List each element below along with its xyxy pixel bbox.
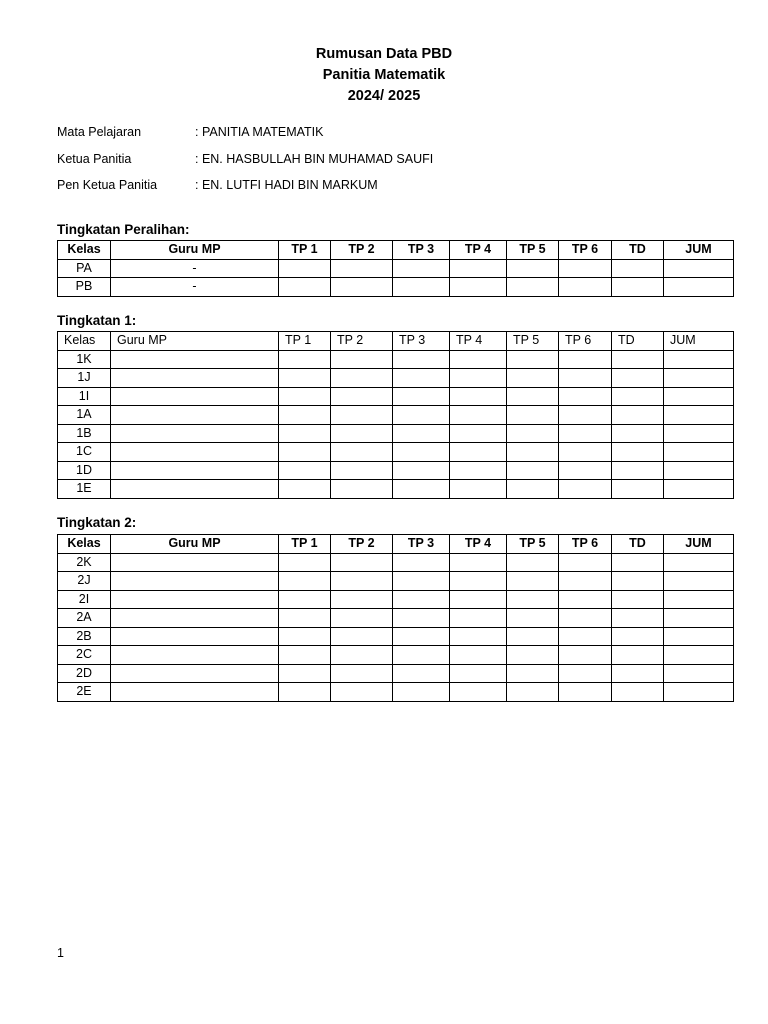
page-number: 1: [57, 946, 64, 960]
table-row: [58, 609, 734, 628]
score-cell: [664, 590, 734, 609]
score-cell: [393, 664, 450, 683]
score-cell: [612, 553, 664, 572]
teacher-cell: [111, 461, 279, 480]
column-header: JUM: [664, 241, 734, 260]
score-cell: [507, 683, 559, 702]
score-cell: [279, 480, 331, 499]
class-cell: 1C: [58, 443, 111, 462]
score-cell: [664, 387, 734, 406]
column-header: TP 1: [279, 535, 331, 554]
score-cell: [664, 480, 734, 499]
meta-row-head: [57, 152, 433, 179]
score-cell: [664, 369, 734, 388]
score-cell: [612, 278, 664, 297]
score-cell: [331, 683, 393, 702]
teacher-cell: -: [111, 278, 279, 297]
score-cell: [450, 387, 507, 406]
class-cell: 1K: [58, 350, 111, 369]
column-header: TP 5: [507, 535, 559, 554]
score-cell: [279, 461, 331, 480]
score-cell: [507, 664, 559, 683]
score-cell: [279, 350, 331, 369]
score-cell: [664, 646, 734, 665]
score-cell: [612, 369, 664, 388]
column-header: Kelas: [58, 535, 111, 554]
table-header-row: [58, 535, 734, 554]
score-cell: [559, 461, 612, 480]
score-cell: [507, 350, 559, 369]
column-header: TP 2: [331, 535, 393, 554]
score-cell: [559, 406, 612, 425]
column-header: TP 5: [507, 241, 559, 260]
score-cell: [559, 646, 612, 665]
class-cell: 2I: [58, 590, 111, 609]
table-row: [58, 480, 734, 499]
score-cell: [331, 664, 393, 683]
score-cell: [331, 480, 393, 499]
column-header: TP 2: [331, 241, 393, 260]
title-line: 2024/ 2025: [347, 88, 421, 104]
score-cell: [507, 259, 559, 278]
teacher-cell: [111, 590, 279, 609]
data-table-tingkatan-2: [57, 534, 734, 702]
score-cell: [331, 350, 393, 369]
score-cell: [279, 627, 331, 646]
column-header: Kelas: [58, 332, 111, 351]
column-header: TD: [612, 241, 664, 260]
score-cell: [331, 627, 393, 646]
class-cell: 1A: [58, 406, 111, 425]
score-cell: [393, 553, 450, 572]
score-cell: [450, 590, 507, 609]
title-line: Panitia Matematik: [322, 67, 446, 83]
meta-label: Mata Pelajaran: [57, 125, 142, 139]
score-cell: [279, 259, 331, 278]
score-cell: [331, 646, 393, 665]
score-cell: [559, 443, 612, 462]
score-cell: [612, 683, 664, 702]
score-cell: [331, 443, 393, 462]
score-cell: [393, 424, 450, 443]
class-cell: 1J: [58, 369, 111, 388]
table-row: [58, 646, 734, 665]
column-header: TP 6: [559, 241, 612, 260]
score-cell: [331, 259, 393, 278]
score-cell: [393, 627, 450, 646]
score-cell: [331, 278, 393, 297]
score-cell: [393, 369, 450, 388]
teacher-cell: [111, 572, 279, 591]
column-header: JUM: [664, 332, 734, 351]
score-cell: [450, 259, 507, 278]
teacher-cell: [111, 406, 279, 425]
score-cell: [450, 350, 507, 369]
teacher-cell: [111, 683, 279, 702]
score-cell: [450, 369, 507, 388]
score-cell: [393, 259, 450, 278]
score-cell: [559, 424, 612, 443]
table-row: [58, 443, 734, 462]
score-cell: [331, 572, 393, 591]
section-title: Tingkatan Peralihan:: [57, 222, 190, 237]
teacher-cell: [111, 627, 279, 646]
score-cell: [450, 553, 507, 572]
score-cell: [279, 590, 331, 609]
column-header: TP 5: [507, 332, 559, 351]
column-header: Guru MP: [111, 535, 279, 554]
score-cell: [279, 572, 331, 591]
score-cell: [393, 480, 450, 499]
score-cell: [612, 259, 664, 278]
table-row: [58, 664, 734, 683]
column-header: TD: [612, 535, 664, 554]
score-cell: [559, 278, 612, 297]
class-cell: 1I: [58, 387, 111, 406]
score-cell: [559, 572, 612, 591]
score-cell: [664, 461, 734, 480]
teacher-cell: [111, 424, 279, 443]
score-cell: [612, 664, 664, 683]
score-cell: [612, 590, 664, 609]
column-header: TP 4: [450, 241, 507, 260]
score-cell: [393, 590, 450, 609]
column-header: TP 1: [279, 241, 331, 260]
meta-value: : PANITIA MATEMATIK: [195, 125, 324, 139]
score-cell: [612, 627, 664, 646]
score-cell: [612, 609, 664, 628]
score-cell: [331, 553, 393, 572]
table-header-row: [58, 241, 734, 260]
score-cell: [612, 387, 664, 406]
score-cell: [664, 406, 734, 425]
document-title: [0, 44, 768, 107]
score-cell: [507, 387, 559, 406]
score-cell: [612, 406, 664, 425]
score-cell: [331, 387, 393, 406]
score-cell: [664, 553, 734, 572]
score-cell: [279, 443, 331, 462]
data-table-peralihan: [57, 240, 734, 297]
column-header: TP 3: [393, 332, 450, 351]
table-row: [58, 683, 734, 702]
score-cell: [559, 350, 612, 369]
score-cell: [450, 683, 507, 702]
table-row: [58, 278, 734, 297]
title-line: Rumusan Data PBD: [315, 46, 453, 62]
class-cell: 2D: [58, 664, 111, 683]
teacher-cell: [111, 553, 279, 572]
score-cell: [450, 664, 507, 683]
score-cell: [507, 424, 559, 443]
table-row: [58, 572, 734, 591]
score-cell: [450, 572, 507, 591]
teacher-cell: [111, 387, 279, 406]
score-cell: [393, 278, 450, 297]
column-header: TP 1: [279, 332, 331, 351]
score-cell: [664, 350, 734, 369]
score-cell: [450, 609, 507, 628]
score-cell: [507, 590, 559, 609]
score-cell: [331, 369, 393, 388]
class-cell: PA: [58, 259, 111, 278]
column-header: Guru MP: [111, 241, 279, 260]
table-row: [58, 424, 734, 443]
table-row: [58, 350, 734, 369]
score-cell: [393, 443, 450, 462]
score-cell: [279, 646, 331, 665]
score-cell: [507, 553, 559, 572]
table-row: [58, 259, 734, 278]
table-row: [58, 369, 734, 388]
score-cell: [450, 424, 507, 443]
column-header: Kelas: [58, 241, 111, 260]
table-row: [58, 387, 734, 406]
score-cell: [612, 572, 664, 591]
score-cell: [612, 461, 664, 480]
meta-row-assistant-head: [57, 178, 433, 205]
score-cell: [664, 627, 734, 646]
table-row: [58, 406, 734, 425]
score-cell: [664, 664, 734, 683]
score-cell: [559, 553, 612, 572]
score-cell: [507, 369, 559, 388]
column-header: TP 6: [559, 535, 612, 554]
score-cell: [279, 387, 331, 406]
meta-label: Pen Ketua Panitia: [57, 178, 158, 192]
class-cell: PB: [58, 278, 111, 297]
teacher-cell: [111, 443, 279, 462]
score-cell: [559, 683, 612, 702]
score-cell: [450, 627, 507, 646]
class-cell: 1E: [58, 480, 111, 499]
data-table-tingkatan-1: [57, 331, 734, 499]
score-cell: [559, 609, 612, 628]
score-cell: [279, 683, 331, 702]
class-cell: 2K: [58, 553, 111, 572]
score-cell: [612, 424, 664, 443]
score-cell: [612, 350, 664, 369]
score-cell: [559, 590, 612, 609]
score-cell: [612, 480, 664, 499]
score-cell: [664, 683, 734, 702]
score-cell: [331, 609, 393, 628]
score-cell: [393, 406, 450, 425]
table-header-row: [58, 332, 734, 351]
teacher-cell: [111, 609, 279, 628]
score-cell: [450, 278, 507, 297]
score-cell: [450, 646, 507, 665]
score-cell: [331, 406, 393, 425]
meta-row-subject: [57, 125, 433, 152]
score-cell: [393, 350, 450, 369]
score-cell: [393, 387, 450, 406]
score-cell: [664, 572, 734, 591]
score-cell: [559, 259, 612, 278]
score-cell: [393, 646, 450, 665]
score-cell: [507, 646, 559, 665]
score-cell: [507, 572, 559, 591]
score-cell: [664, 424, 734, 443]
score-cell: [450, 480, 507, 499]
score-cell: [279, 369, 331, 388]
table-row: [58, 553, 734, 572]
class-cell: 2E: [58, 683, 111, 702]
class-cell: 1D: [58, 461, 111, 480]
score-cell: [279, 553, 331, 572]
class-cell: 2B: [58, 627, 111, 646]
score-cell: [331, 461, 393, 480]
teacher-cell: [111, 350, 279, 369]
class-cell: 2J: [58, 572, 111, 591]
score-cell: [393, 461, 450, 480]
table-row: [58, 590, 734, 609]
meta-label: Ketua Panitia: [57, 151, 132, 166]
score-cell: [612, 646, 664, 665]
column-header: JUM: [664, 535, 734, 554]
score-cell: [507, 278, 559, 297]
score-cell: [559, 627, 612, 646]
score-cell: [664, 278, 734, 297]
score-cell: [559, 664, 612, 683]
score-cell: [331, 424, 393, 443]
score-cell: [559, 480, 612, 499]
class-cell: 2A: [58, 609, 111, 628]
score-cell: [393, 683, 450, 702]
teacher-cell: [111, 480, 279, 499]
score-cell: [279, 664, 331, 683]
score-cell: [393, 572, 450, 591]
column-header: TP 4: [450, 535, 507, 554]
section-title: Tingkatan 2:: [57, 515, 137, 530]
score-cell: [559, 387, 612, 406]
table-row: [58, 461, 734, 480]
score-cell: [450, 461, 507, 480]
table-row: [58, 627, 734, 646]
score-cell: [664, 259, 734, 278]
column-header: TP 2: [331, 332, 393, 351]
score-cell: [507, 627, 559, 646]
column-header: Guru MP: [111, 332, 279, 351]
column-header: TD: [612, 332, 664, 351]
score-cell: [507, 443, 559, 462]
score-cell: [393, 609, 450, 628]
class-cell: 1B: [58, 424, 111, 443]
document-meta: [57, 125, 433, 205]
meta-value: : EN. HASBULLAH BIN MUHAMAD SAUFI: [195, 151, 434, 166]
score-cell: [664, 443, 734, 462]
column-header: TP 3: [393, 241, 450, 260]
score-cell: [279, 609, 331, 628]
score-cell: [331, 590, 393, 609]
teacher-cell: [111, 369, 279, 388]
column-header: TP 3: [393, 535, 450, 554]
score-cell: [450, 443, 507, 462]
score-cell: [664, 609, 734, 628]
score-cell: [279, 406, 331, 425]
class-cell: 2C: [58, 646, 111, 665]
score-cell: [507, 406, 559, 425]
score-cell: [279, 278, 331, 297]
teacher-cell: [111, 664, 279, 683]
column-header: TP 6: [559, 332, 612, 351]
column-header: TP 4: [450, 332, 507, 351]
section-title: Tingkatan 1:: [57, 313, 137, 328]
score-cell: [612, 443, 664, 462]
score-cell: [279, 424, 331, 443]
score-cell: [507, 609, 559, 628]
teacher-cell: [111, 646, 279, 665]
score-cell: [507, 461, 559, 480]
meta-value: : EN. LUTFI HADI BIN MARKUM: [195, 178, 378, 192]
score-cell: [559, 369, 612, 388]
score-cell: [450, 406, 507, 425]
score-cell: [507, 480, 559, 499]
teacher-cell: -: [111, 259, 279, 278]
